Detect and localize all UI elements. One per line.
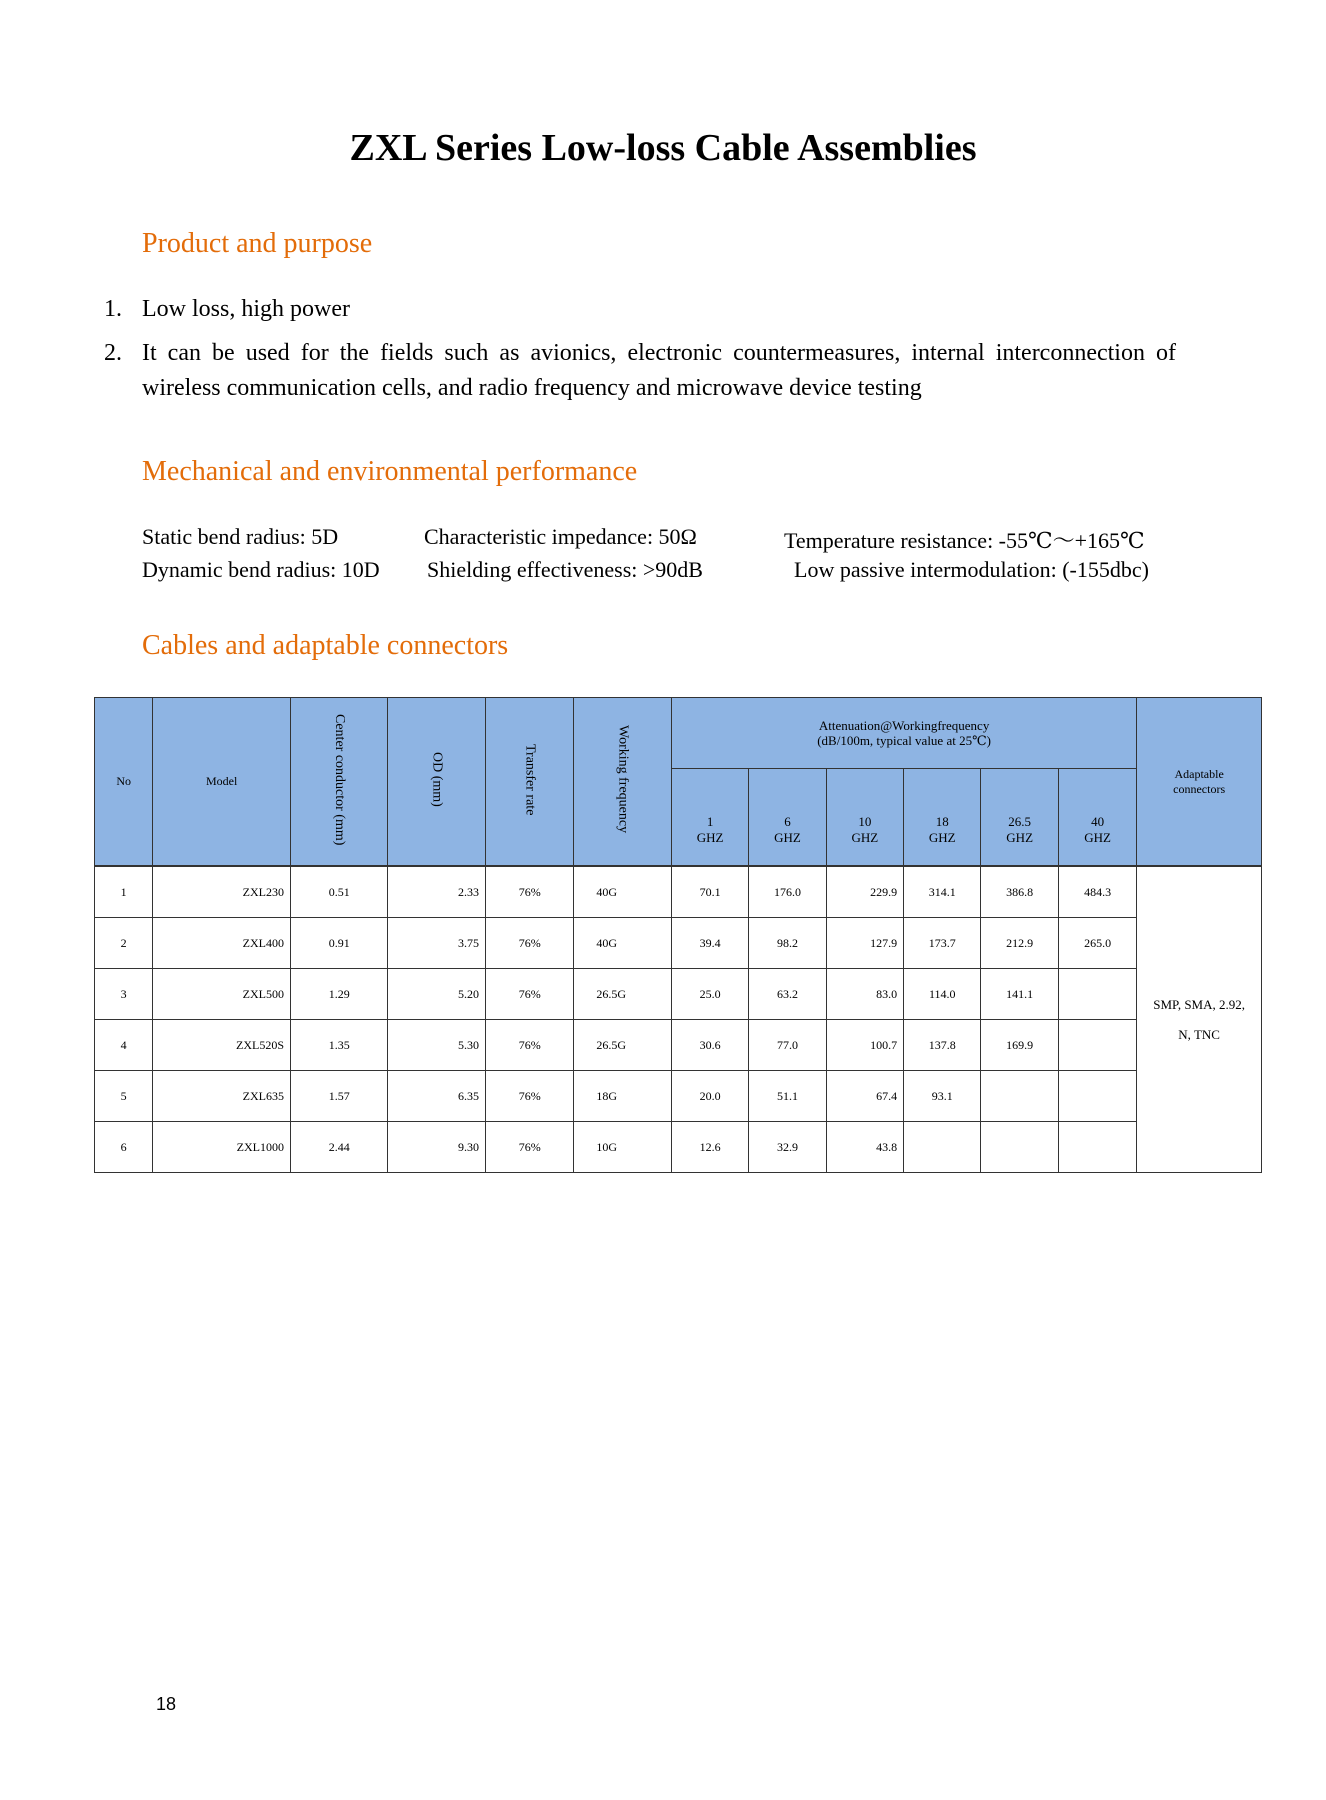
- passive-intermodulation: Low passive intermodulation: (-155dbc): [794, 557, 1149, 582]
- shielding-effectiveness: Shielding effectiveness: >90dB: [427, 557, 703, 582]
- cell-working: 40G: [574, 867, 671, 918]
- cell-transfer: 76%: [485, 1020, 573, 1071]
- cell-model: ZXL520S: [153, 1020, 291, 1071]
- header-freq-10ghz: 10 GHZ: [826, 769, 903, 866]
- purpose-list: [104, 292, 1176, 415]
- static-bend-radius: Static bend radius: 5D: [142, 524, 339, 549]
- cell-att: 77.0: [749, 1020, 826, 1071]
- header-transfer-rate: Transfer rate: [485, 698, 573, 866]
- adaptable-line-1: SMP, SMA, 2.92,: [1153, 996, 1246, 1012]
- adaptable-line-2: N, TNC: [1178, 1026, 1220, 1042]
- table-row: [95, 1020, 1262, 1071]
- header-od: OD (mm): [388, 698, 485, 866]
- cell-od: 5.20: [388, 969, 485, 1020]
- section-heading-product-purpose: Product and purpose: [142, 228, 373, 259]
- cell-working: 26.5G: [574, 969, 671, 1020]
- list-item-number: 2.: [104, 340, 122, 366]
- cell-att: 43.8: [826, 1122, 903, 1173]
- cell-od: 9.30: [388, 1122, 485, 1173]
- header-adaptable-connectors: Adaptable connectors: [1137, 698, 1262, 866]
- table-row: [95, 918, 1262, 969]
- cell-model: ZXL230: [153, 867, 291, 918]
- cell-att: 12.6: [671, 1122, 748, 1173]
- header-working-frequency: Working frequency: [574, 698, 671, 866]
- section-heading-mechanical: Mechanical and environmental performance: [142, 456, 638, 487]
- cell-att: [1058, 969, 1136, 1020]
- header-attenuation-subtitle: (dB/100m, typical value at 25℃): [817, 733, 991, 748]
- temperature-resistance: Temperature resistance: -55℃～+165℃: [784, 528, 1145, 553]
- section-heading-cables: Cables and adaptable connectors: [142, 630, 509, 661]
- cell-att: [981, 1122, 1058, 1173]
- cell-working: 10G: [574, 1122, 671, 1173]
- list-item: [104, 336, 1176, 406]
- cell-att: [981, 1071, 1058, 1122]
- cell-od: 3.75: [388, 918, 485, 969]
- cell-att: [904, 1122, 981, 1173]
- cell-center: 1.29: [291, 969, 388, 1020]
- cell-center: 1.35: [291, 1020, 388, 1071]
- cell-transfer: 76%: [485, 918, 573, 969]
- header-no: No: [95, 698, 153, 866]
- cell-att: 212.9: [981, 918, 1058, 969]
- cell-att: [1058, 1071, 1136, 1122]
- page-title: ZXL Series Low-loss Cable Assemblies: [349, 127, 977, 169]
- cell-att: 32.9: [749, 1122, 826, 1173]
- cell-att: 63.2: [749, 969, 826, 1020]
- cell-att: [1058, 1020, 1136, 1071]
- table-row: [95, 969, 1262, 1020]
- cell-att: 265.0: [1058, 918, 1136, 969]
- cell-transfer: 76%: [485, 969, 573, 1020]
- cell-no: 4: [95, 1020, 153, 1071]
- cell-att: 98.2: [749, 918, 826, 969]
- cell-center: 0.51: [291, 867, 388, 918]
- cell-model: ZXL635: [153, 1071, 291, 1122]
- cell-no: 3: [95, 969, 153, 1020]
- cell-att: 127.9: [826, 918, 903, 969]
- cell-no: 6: [95, 1122, 153, 1173]
- table-row: [95, 1071, 1262, 1122]
- dynamic-bend-radius: Dynamic bend radius: 10D: [142, 557, 380, 582]
- header-freq-1ghz: 1 GHZ: [671, 769, 748, 866]
- cell-model: ZXL500: [153, 969, 291, 1020]
- header-center-conductor: Center conductor (mm): [291, 698, 388, 866]
- cell-no: 2: [95, 918, 153, 969]
- table-row: [95, 867, 1262, 918]
- cell-att: 20.0: [671, 1071, 748, 1122]
- cell-att: 39.4: [671, 918, 748, 969]
- cell-center: 0.91: [291, 918, 388, 969]
- cell-center: 1.57: [291, 1071, 388, 1122]
- cell-att: 100.7: [826, 1020, 903, 1071]
- cell-att: 314.1: [904, 867, 981, 918]
- list-item-number: 1.: [104, 296, 122, 322]
- cell-att: 51.1: [749, 1071, 826, 1122]
- header-model: Model: [153, 698, 291, 866]
- cell-att: 93.1: [904, 1071, 981, 1122]
- header-attenuation: [671, 698, 1136, 769]
- header-freq-6ghz: 6 GHZ: [749, 769, 826, 866]
- cell-od: 6.35: [388, 1071, 485, 1122]
- cell-att: 114.0: [904, 969, 981, 1020]
- cell-adaptable-connectors: [1137, 867, 1262, 1173]
- cell-transfer: 76%: [485, 867, 573, 918]
- cell-no: 1: [95, 867, 153, 918]
- cell-od: 5.30: [388, 1020, 485, 1071]
- cell-working: 40G: [574, 918, 671, 969]
- cell-att: 229.9: [826, 867, 903, 918]
- characteristic-impedance: Characteristic impedance: 50Ω: [424, 524, 697, 549]
- cell-center: 2.44: [291, 1122, 388, 1173]
- cell-od: 2.33: [388, 867, 485, 918]
- cell-att: 25.0: [671, 969, 748, 1020]
- cell-att: [1058, 1122, 1136, 1173]
- cell-att: 386.8: [981, 867, 1058, 918]
- cell-att: 83.0: [826, 969, 903, 1020]
- cell-att: 70.1: [671, 867, 748, 918]
- table-row: [95, 1122, 1262, 1173]
- cell-working: 18G: [574, 1071, 671, 1122]
- cell-att: 141.1: [981, 969, 1058, 1020]
- header-freq-40ghz: 40 GHZ: [1058, 769, 1136, 866]
- cell-att: 484.3: [1058, 867, 1136, 918]
- cell-model: ZXL1000: [153, 1122, 291, 1173]
- page-number: 18: [156, 1694, 177, 1714]
- cables-table: [94, 697, 1262, 1173]
- list-item-text: Low loss, high power: [142, 296, 350, 322]
- cell-att: 176.0: [749, 867, 826, 918]
- list-item: [104, 292, 1176, 327]
- header-attenuation-title: Attenuation@Workingfrequency: [818, 718, 990, 733]
- cell-transfer: 76%: [485, 1071, 573, 1122]
- cell-att: 30.6: [671, 1020, 748, 1071]
- cell-att: 169.9: [981, 1020, 1058, 1071]
- cell-transfer: 76%: [485, 1122, 573, 1173]
- cell-att: 173.7: [904, 918, 981, 969]
- header-freq-18ghz: 18 GHZ: [904, 769, 981, 866]
- cell-att: 67.4: [826, 1071, 903, 1122]
- table-header-row: [95, 698, 1262, 769]
- cell-working: 26.5G: [574, 1020, 671, 1071]
- cell-no: 5: [95, 1071, 153, 1122]
- list-item-text: It can be used for the fields such as avionics, electronic countermeasures, internal interconnection of wireless communication cells, and radio frequency and microwave device testing: [142, 340, 1176, 401]
- header-freq-26-5ghz: 26.5 GHZ: [981, 769, 1058, 866]
- cell-model: ZXL400: [153, 918, 291, 969]
- cell-att: 137.8: [904, 1020, 981, 1071]
